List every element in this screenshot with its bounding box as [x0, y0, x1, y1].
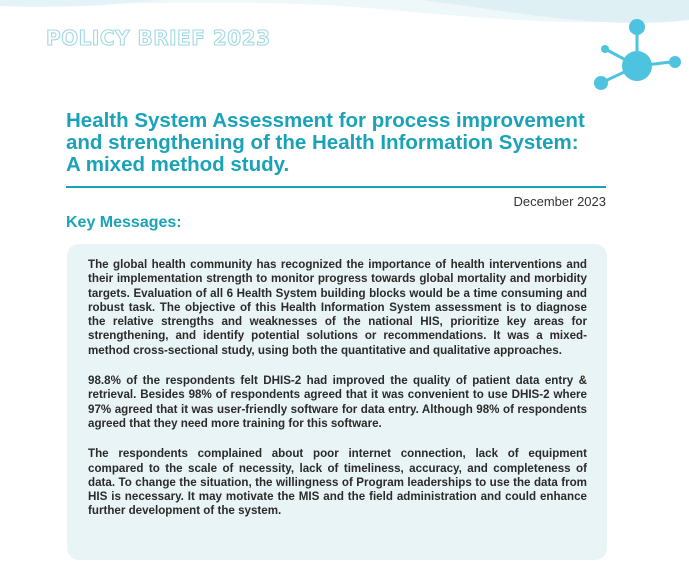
- title-divider: [66, 186, 606, 188]
- document-title-line: and strengthening of the Health Information System:: [66, 131, 579, 154]
- policy-brief-label: POLICY BRIEF 2023: [46, 26, 271, 50]
- key-messages-heading: Key Messages:: [66, 214, 182, 231]
- key-message-paragraph: The respondents complained about poor internet connection, lack of equipment compared to the scale of necessity, lack of timeliness, accuracy, and completeness of data. To change the situation, the willingness of Program leaderships to use the data from HIS is necessary. It may motivate the MIS and the field administration and could enhance further development of the system.: [88, 447, 587, 518]
- document-title-line: Health System Assessment for process improvement: [66, 109, 585, 132]
- key-messages-box: [67, 244, 607, 560]
- document-title-line: A mixed method study.: [66, 153, 290, 176]
- publication-date: December 2023: [513, 194, 606, 209]
- document-title: [66, 110, 626, 176]
- network-molecule-icon: [585, 14, 689, 102]
- key-message-paragraph: The global health community has recognized the importance of health interventions and their implementation strength to monitor progress towards global mortality and morbidity targets. Evaluation of all 6 Health System building blocks would be a time consuming and robust task. The objective of this Health Information System assessment is to diagnose the relative strengths and weaknesses of the national HIS, prioritize key areas for strengthening, and identify potential solutions or recommendations. It was a mixed-method cross-sectional study, using both the quantitative and qualitative approaches.: [88, 258, 587, 357]
- key-message-paragraph: 98.8% of the respondents felt DHIS-2 had improved the quality of patient data entry & retrieval. Besides 98% of respondents agreed that it was convenient to use DHIS-2 where 97% agreed that it was user-friendly software for data entry. Although 98% of respondents agreed that they need more training for this software.: [88, 374, 587, 430]
